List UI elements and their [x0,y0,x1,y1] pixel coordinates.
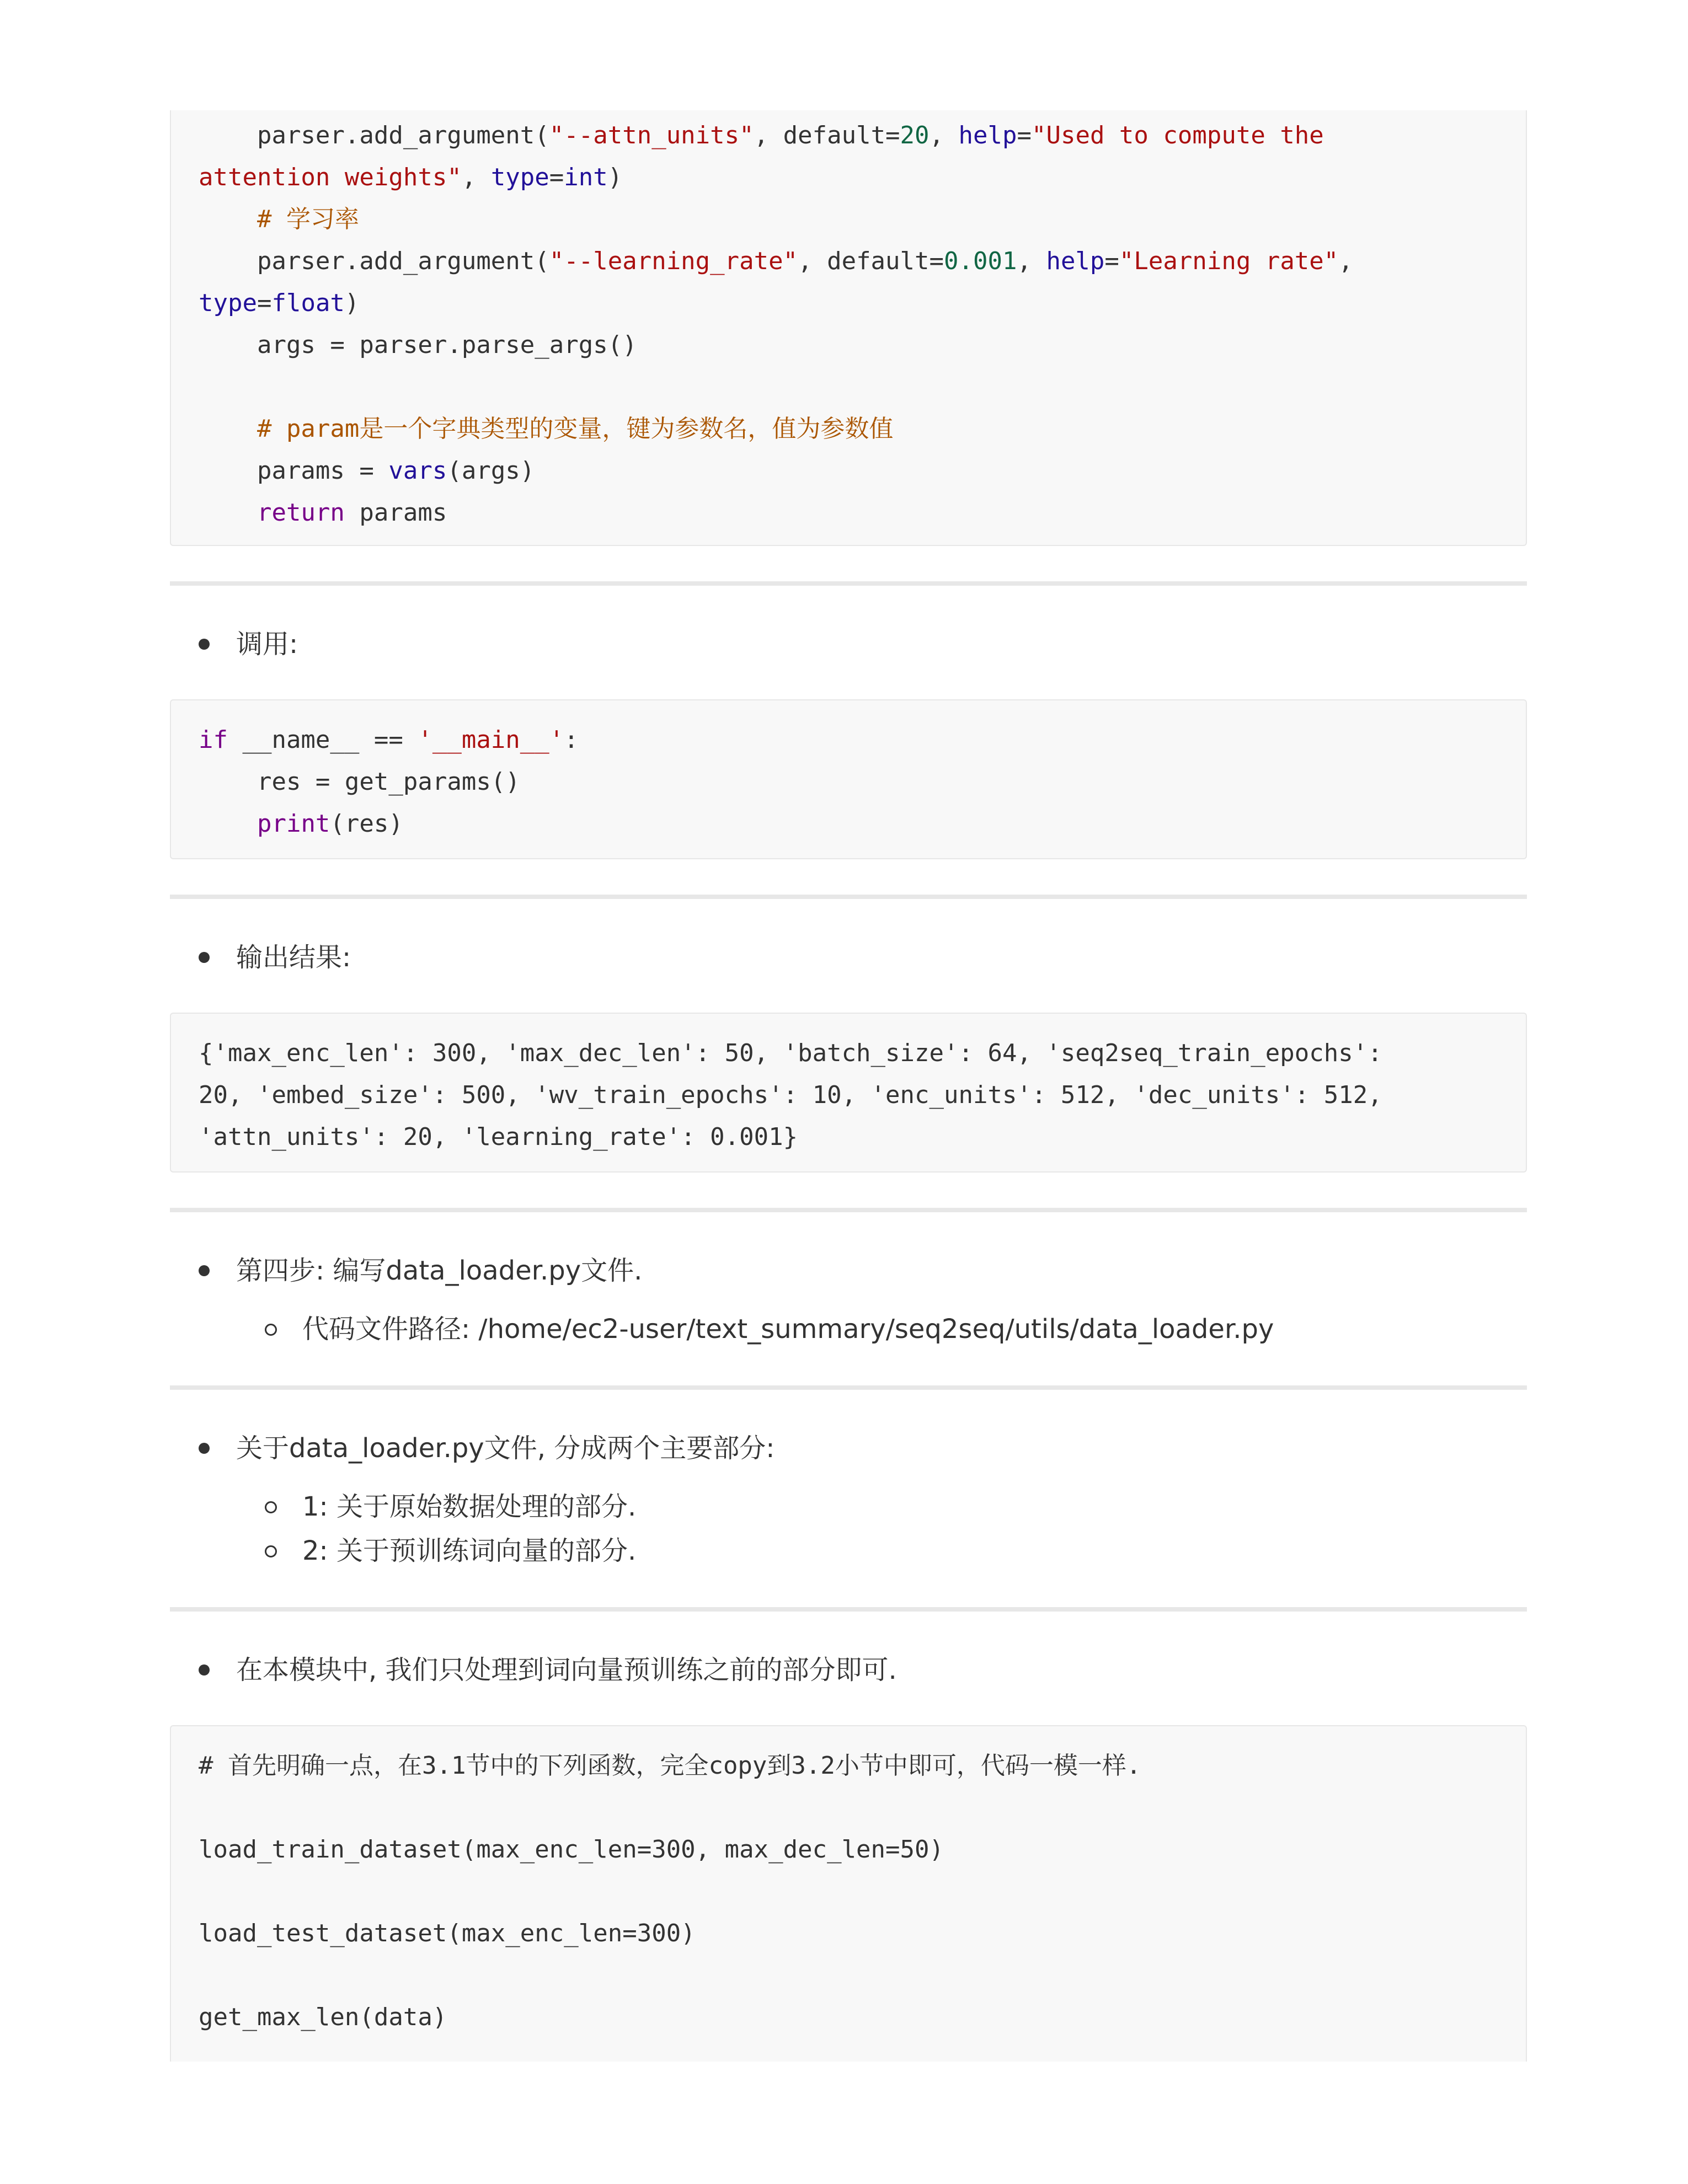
code-token: , [461,163,491,191]
code-token: help [958,121,1017,149]
code-block-call [170,699,1527,859]
bullet-dot [199,952,210,963]
code-token: attention weights" [199,163,462,191]
code-token: # 学习率 [199,205,359,233]
code-line [199,803,1498,845]
code-token: params [344,499,447,527]
code-token: res = get_params() [199,768,520,796]
code-block-output [170,1013,1527,1173]
code-token: , default= [754,121,900,149]
sub-bullet-about-1 [170,1487,1527,1527]
bullet-module-text: 在本模块中, 我们只处理到词向量预训练之前的部分即可. [236,1655,897,1685]
code-token: int [564,163,608,191]
sub-bullet-circle [265,1324,277,1336]
code-token: type [199,289,257,317]
code-block-get-params [170,110,1527,546]
divider [170,1385,1527,1390]
code-line [199,450,1498,492]
code-token: float [271,289,345,317]
code-line [199,1032,1498,1074]
bullet-output-text: 输出结果: [236,942,351,973]
sub-bullet-path-text: 代码文件路径: /home/ec2-user/text_summary/seq2seq/utils/data_loader.py [302,1314,1274,1345]
code-token: # 首先明确一点，在3.1节中的下列函数，完全copy到3.2小节中即可，代码一模一样. [199,1752,1141,1780]
code-token: # param是一个字典类型的变量，键为参数名，值为参数值 [199,415,894,443]
divider [170,1607,1527,1612]
code-token: __name__ == [227,726,418,754]
code-line [199,1074,1498,1116]
code-token: (res) [330,810,403,838]
sub-bullet-circle [265,1501,277,1513]
code-token: if [199,726,228,754]
code-token: type [490,163,549,191]
code-line [199,324,1498,366]
sub-bullet-path [170,1309,1527,1349]
bullet-dot [199,1443,210,1454]
code-token: ) [344,289,360,317]
code-token [199,810,257,838]
code-line [199,1116,1498,1158]
divider [170,1208,1527,1212]
code-token [199,499,257,527]
bullet-call [170,624,1527,664]
code-block-functions [170,1725,1527,2062]
divider [170,581,1527,586]
bullet-module [170,1650,1527,1690]
code-line [199,1913,1498,1955]
code-line [199,408,1498,450]
bullet-call-text: 调用: [236,629,298,660]
code-token: = [257,289,272,317]
code-token: = [549,163,564,191]
code-token: parser.add_argument( [199,121,549,149]
code-token: 20, 'embed_size': 500, 'wv_train_epochs': 10, 'enc_units': 512, 'dec_units': 512, [199,1081,1382,1109]
code-token: ) [607,163,623,191]
code-token: , [1338,247,1353,275]
code-token: = [1017,121,1032,149]
code-token: , default= [798,247,944,275]
code-token: args = parser.parse_args() [199,331,637,359]
code-token: load_test_dataset(max_enc_len=300) [199,1919,696,1947]
code-line [199,1871,1498,1913]
code-token: '__main__' [418,726,564,754]
code-token: vars [388,457,447,485]
code-line [199,719,1498,761]
sub-bullet-about-2 [170,1531,1527,1571]
code-token: 0.001 [944,247,1017,275]
code-token: , [1017,247,1046,275]
bullet-output [170,938,1527,977]
divider [170,895,1527,899]
code-token: = [1104,247,1119,275]
bullet-about [170,1428,1527,1468]
code-line [199,115,1498,157]
code-token: load_train_dataset(max_enc_len=300, max_dec_len=50) [199,1835,944,1864]
sub-bullet-about-2-text: 2: 关于预训练词向量的部分. [302,1535,637,1566]
code-token: 'attn_units': 20, 'learning_rate': 0.001} [199,1123,798,1151]
code-line [199,240,1498,282]
code-token: "--learning_rate" [549,247,798,275]
code-token: params = [199,457,389,485]
bullet-dot [199,1265,210,1276]
code-token: parser.add_argument( [199,247,549,275]
sub-bullet-circle [265,1545,277,1557]
code-line [199,1745,1498,1787]
code-line [199,366,1498,408]
bullet-dot [199,1664,210,1676]
code-token: {'max_enc_len': 300, 'max_dec_len': 50, 'batch_size': 64, 'seq2seq_train_epochs': [199,1039,1382,1067]
code-token: "Used to compute the [1031,121,1324,149]
code-line [199,492,1498,534]
code-token: (args) [447,457,535,485]
code-line [199,157,1498,199]
code-line [199,761,1498,803]
bullet-step4-text: 第四步: 编写data_loader.py文件. [236,1255,643,1286]
sub-bullet-about-1-text: 1: 关于原始数据处理的部分. [302,1491,637,1522]
code-line [199,1996,1498,2038]
code-token: print [257,810,330,838]
code-token: : [564,726,579,754]
code-line [199,1829,1498,1871]
bullet-dot [199,639,210,650]
code-token: "--attn_units" [549,121,754,149]
code-token: "Learning rate" [1119,247,1339,275]
code-token: get_max_len(data) [199,2003,447,2031]
code-token: help [1046,247,1105,275]
code-token: , [929,121,959,149]
bullet-step4 [170,1251,1527,1291]
code-line [199,199,1498,240]
code-line [199,1787,1498,1829]
code-token: 20 [900,121,930,149]
code-token: return [257,499,345,527]
code-line [199,1955,1498,1996]
bullet-about-text: 关于data_loader.py文件, 分成两个主要部分: [236,1433,775,1464]
code-line [199,282,1498,324]
